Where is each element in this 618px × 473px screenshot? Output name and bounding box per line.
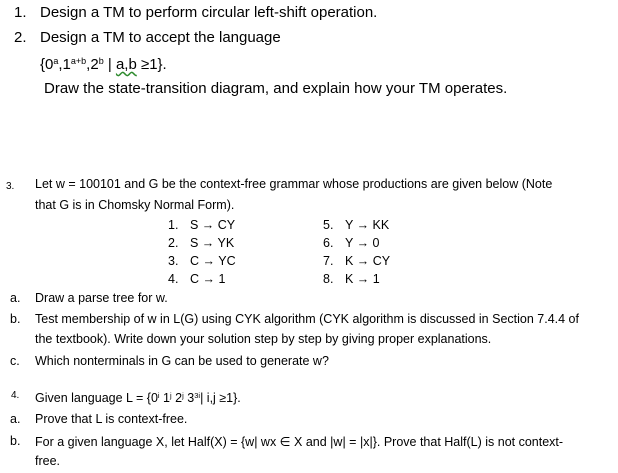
q4-number: 4.	[11, 390, 20, 401]
q3c-label: c.	[10, 354, 20, 368]
spellcheck-underline: a,b	[115, 56, 137, 73]
q4-language: Given language $L = \{0^i$ 1$^j$ 2$^j$ $3^{3i}|$ i,j ≥1}.	[35, 390, 241, 405]
q4b-text-line1: For a given language X, let Half(X) = {w| wx ∈ X and |w| = |x|}. Prove that Half(L) is not context-	[35, 435, 564, 449]
q4b-label: b.	[10, 434, 21, 448]
q3-intro-line2: that G is in Chomsky Normal Form).	[35, 198, 235, 212]
production-rule: Y → KK	[345, 218, 390, 232]
production-number: 1.	[168, 218, 179, 232]
q4b-text-line2: free.	[35, 454, 61, 468]
production-number: 5.	[323, 218, 334, 232]
production-number: 3.	[168, 254, 179, 268]
production-number: 6.	[323, 236, 334, 250]
production-rule: K → CY	[345, 254, 391, 268]
q2-text: Design a TM to accept the language	[40, 29, 281, 46]
q1-number: 1.	[14, 4, 27, 21]
q3-number: 3.	[6, 181, 15, 192]
q2-language: {$0^a,1^{a+b},2^b$ | a,b ≥1}.	[40, 56, 167, 73]
production-rule: Y → 0	[345, 236, 380, 250]
q4a-label: a.	[10, 412, 21, 426]
production-number: 4.	[168, 272, 179, 286]
q2-draw-instruction: Draw the state-transition diagram, and explain how your TM operates.	[44, 80, 508, 97]
q3-intro-line1: Let w = 100101 and G be the context-free grammar whose productions are given below (Note	[35, 177, 553, 191]
q3b-text-line1: Test membership of w in L(G) using CYK algorithm (CYK algorithm is discussed in Section 7.4.4 of	[35, 312, 579, 326]
production-number: 7.	[323, 254, 334, 268]
q4a-text: Prove that L is context-free.	[35, 412, 188, 426]
q2-number: 2.	[14, 29, 27, 46]
q3a-label: a.	[10, 291, 21, 305]
production-rule: K → 1	[345, 272, 380, 286]
production-number: 2.	[168, 236, 179, 250]
production-rule: S → CY	[190, 218, 236, 232]
q3b-text-line2: the textbook). Write down your solution step by step by giving proper explanations.	[35, 332, 492, 346]
q3b-label: b.	[10, 312, 21, 326]
q3c-text: Which nonterminals in G can be used to generate w?	[35, 354, 329, 368]
production-rule: C → YC	[190, 254, 236, 268]
q1-text: Design a TM to perform circular left-shift operation.	[40, 4, 378, 21]
production-number: 8.	[323, 272, 334, 286]
q3a-text: Draw a parse tree for w.	[35, 291, 168, 305]
production-rule: S → YK	[190, 236, 235, 250]
production-rule: C → 1	[190, 272, 226, 286]
